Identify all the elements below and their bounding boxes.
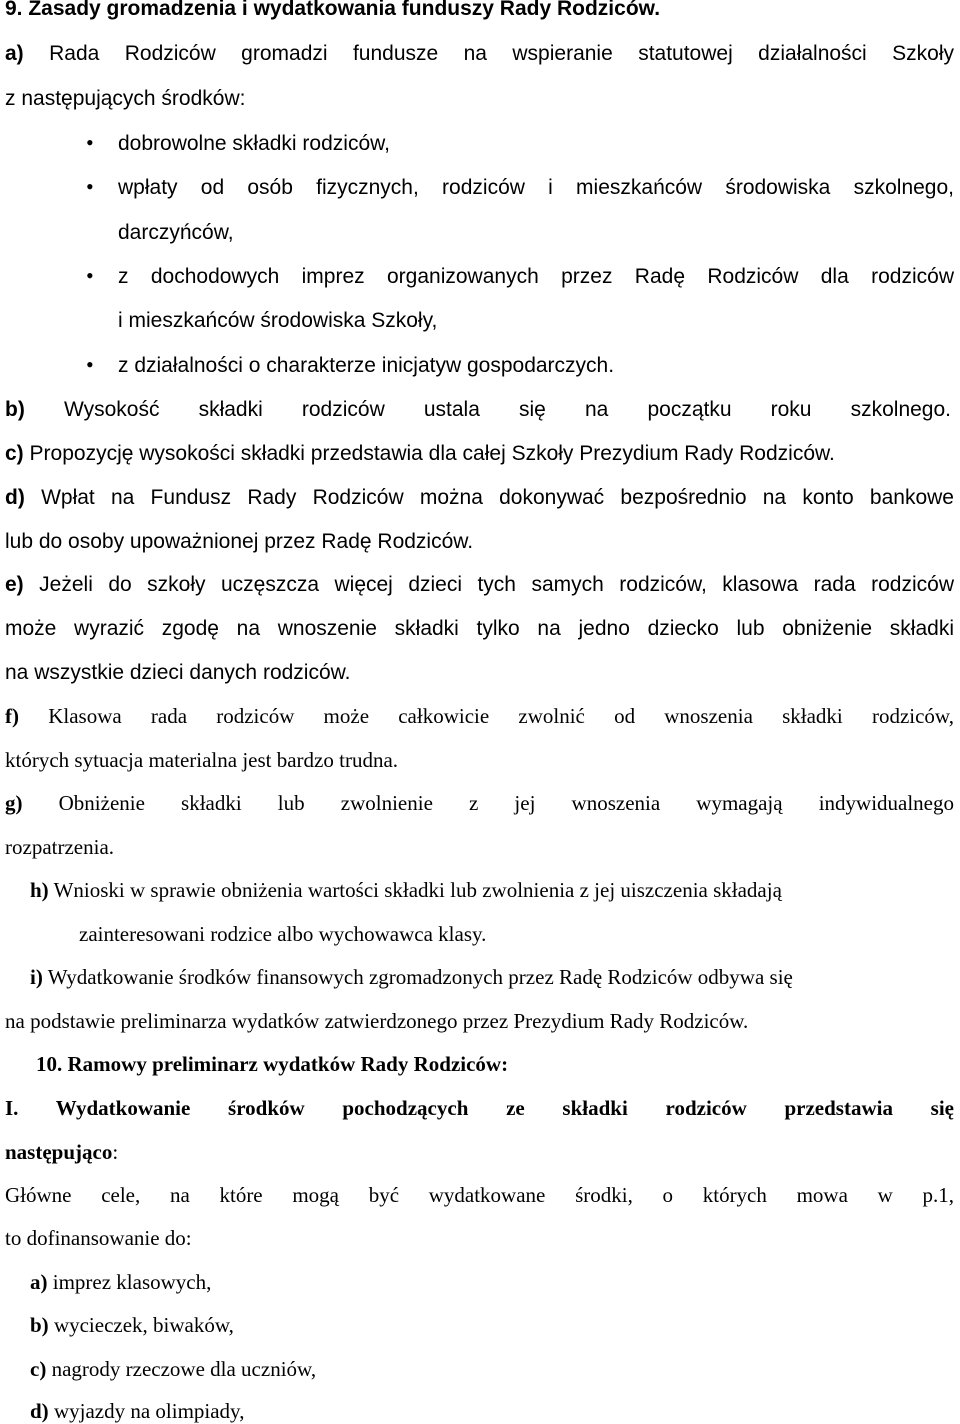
para-e-line-3: na wszystkie dzieci danych rodziców. — [5, 661, 351, 684]
para-g-text: Obniżenie składki lub zwolnienie z jej wnoszenia wymagają indywidualnego — [58, 791, 955, 815]
para-f-letter: f) — [5, 704, 19, 728]
para-h-line-1 — [30, 877, 954, 903]
para-i-letter: i) — [30, 965, 43, 989]
bullet-item-4: z działalności o charakterze inicjatyw gospodarczych. — [118, 354, 615, 377]
list-item-d — [30, 1398, 954, 1424]
para-f-line-1 — [5, 703, 954, 729]
bullet-icon: • — [86, 263, 94, 288]
para-g-line-1 — [5, 790, 954, 816]
list-item-letter: a) — [30, 1270, 48, 1294]
list-item-text: nagrody rzeczowe dla uczniów, — [51, 1357, 317, 1381]
bullet-item-2-line-1: wpłaty od osób fizycznych, rodziców i mieszkańców środowiska szkolnego, — [118, 176, 954, 199]
para-a-line-2: z następujących środków: — [5, 87, 246, 110]
para-d-letter: d) — [5, 486, 25, 509]
bullet-icon: • — [86, 174, 94, 199]
list-item-letter: c) — [30, 1357, 47, 1381]
para-b-letter: b) — [5, 398, 25, 421]
para-i-line-2: na podstawie preliminarza wydatków zatwierdzonego przez Prezydium Rady Rodziców. — [5, 1009, 749, 1033]
para-c-letter: c) — [5, 442, 24, 465]
para-g-letter: g) — [5, 791, 23, 815]
bullet-icon: • — [86, 130, 94, 155]
para-e-line-1 — [5, 572, 954, 598]
list-item-letter: d) — [30, 1399, 49, 1423]
main-goals-line-2: to dofinansowanie do: — [5, 1226, 192, 1250]
para-f-line-2: których sytuacja materialna jest bardzo trudna. — [5, 748, 399, 772]
para-b-text: Wysokość składki rodziców ustala się na początku roku szkolnego. — [63, 398, 951, 421]
list-item-text: wycieczek, biwaków, — [53, 1313, 234, 1337]
para-d-line-1 — [5, 485, 954, 511]
para-h-letter: h) — [30, 878, 49, 902]
para-e-text: Jeżeli do szkoły uczęszcza więcej dzieci tych samych rodziców, klasowa rada rodziców — [39, 573, 954, 596]
para-a-letter: a) — [5, 42, 24, 65]
section-I-colon: : — [112, 1140, 119, 1164]
para-h-line-2: zainteresowani rodzice albo wychowawca klasy. — [79, 922, 487, 946]
bullet-item-3-line-2: i mieszkańców środowiska Szkoły, — [118, 309, 438, 332]
bullet-item-3-line-1: z dochodowych imprez organizowanych przez Radę Rodziców dla rodziców — [118, 265, 954, 288]
para-g-line-2: rozpatrzenia. — [5, 835, 115, 859]
para-f-text: Klasowa rada rodziców może całkowicie zwolnić od wnoszenia składki rodziców, — [48, 704, 954, 728]
para-c-text: Propozycję wysokości składki przedstawia dla całej Szkoły Prezydium Rady Rodziców. — [29, 442, 835, 465]
section-I-line-2 — [5, 1139, 954, 1165]
section-9-title: 9. Zasady gromadzenia i wydatkowania funduszy Rady Rodziców. — [5, 0, 661, 20]
para-i-line-1 — [30, 964, 954, 990]
bullet-item-2-line-2: darczyńców, — [118, 221, 234, 244]
section-I-bold-word: następująco — [5, 1140, 113, 1164]
list-item-letter: b) — [30, 1313, 49, 1337]
list-item-a — [30, 1269, 954, 1295]
para-d-line-2: lub do osoby upoważnionej przez Radę Rodziców. — [5, 530, 474, 553]
para-a-line-1 — [5, 41, 954, 67]
para-i-text: Wydatkowanie środków finansowych zgromadzonych przez Radę Rodziców odbywa się — [47, 965, 793, 989]
para-h-text: Wnioski w sprawie obniżenia wartości składki lub zwolnienia z jej uiszczenia składają — [53, 878, 782, 902]
list-item-text: imprez klasowych, — [52, 1270, 212, 1294]
bullet-item-1: dobrowolne składki rodziców, — [118, 132, 390, 155]
list-item-c — [30, 1356, 954, 1382]
para-d-text: Wpłat na Fundusz Rady Rodziców można dokonywać bezpośrednio na konto bankowe — [41, 486, 954, 509]
list-item-b — [30, 1312, 954, 1338]
bullet-icon: • — [86, 352, 94, 377]
para-a-text: Rada Rodziców gromadzi fundusze na wspieranie statutowej działalności Szkoły — [49, 42, 954, 65]
para-e-line-2: może wyrazić zgodę na wnoszenie składki tylko na jedno dziecko lub obniżenie składki — [5, 617, 954, 640]
para-c — [5, 441, 954, 467]
main-goals-line-1: Główne cele, na które mogą być wydatkowane środki, o których mowa w p.1, — [5, 1183, 954, 1207]
section-I-line-1: I. Wydatkowanie środków pochodzących ze składki rodziców przedstawia się — [5, 1096, 954, 1120]
para-b — [5, 397, 951, 423]
para-e-letter: e) — [5, 573, 24, 596]
section-10-heading: 10. Ramowy preliminarz wydatków Rady Rodziców: — [36, 1052, 509, 1076]
list-item-text: wyjazdy na olimpiady, — [53, 1399, 245, 1423]
